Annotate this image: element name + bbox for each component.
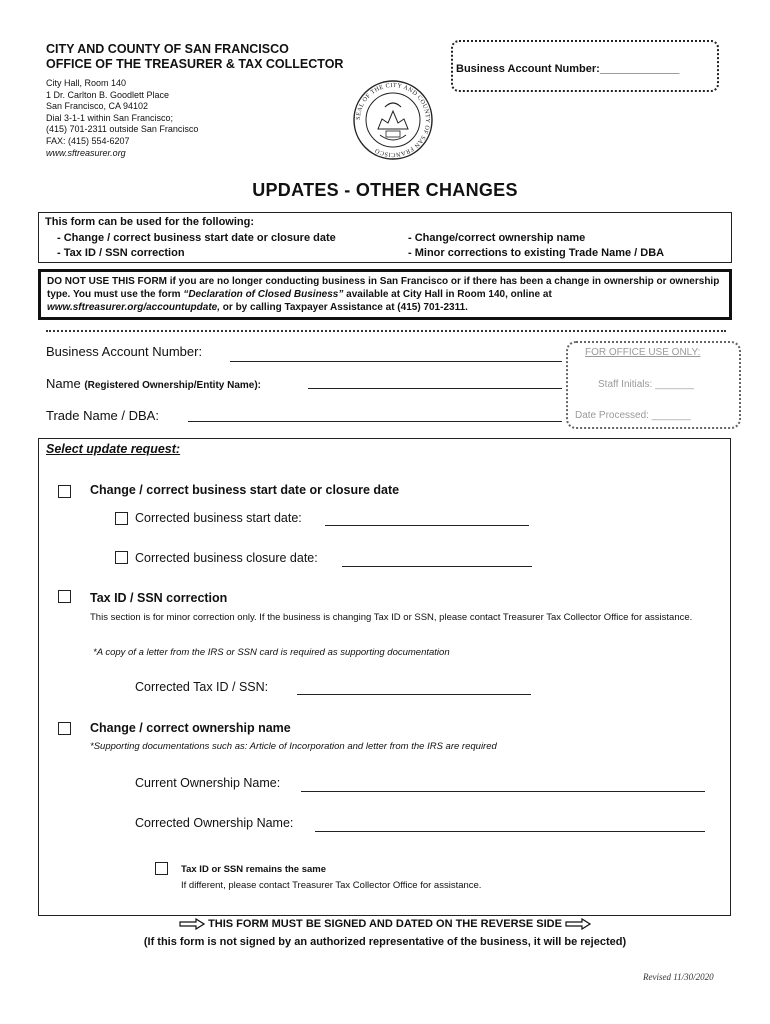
start-date-label: Corrected business start date: (135, 511, 302, 525)
signature-notice (0, 918, 770, 930)
address-line: FAX: (415) 554-6207 (46, 135, 130, 146)
update-request-box (38, 438, 731, 916)
warning-text: or by calling Taxpayer Assistance at (415) 701-2311. (220, 302, 468, 313)
address-line: City Hall, Room 140 (46, 78, 127, 88)
address-line: (415) 701-2311 outside San Francisco (46, 124, 199, 135)
account-number-field-label: Business Account Number: (46, 344, 203, 359)
taxid-same-label: Tax ID or SSN remains the same (181, 864, 327, 875)
corrected-ownership-field[interactable] (315, 831, 705, 832)
city-seal-icon (352, 79, 434, 161)
name-field-label (46, 376, 261, 391)
warning-text: DO NOT USE THIS FORM if you are no longer conducting business in San Francisco or if there has been a change in ownership or ownership type. You must use the form (47, 276, 720, 300)
account-update-link[interactable]: www.sftreasurer.org/accountupdate, (47, 302, 221, 313)
taxid-checkbox[interactable] (58, 590, 71, 603)
account-number-box (451, 40, 719, 92)
office-address (46, 78, 198, 159)
form-use-item: - Change / correct business start date or closure date (57, 232, 336, 244)
ownership-note-text: *Supporting documentations such as: Article of Incorporation and letter from the IRS are required (90, 741, 497, 752)
form-uses-box (38, 212, 732, 263)
corrected-taxid-label: Corrected Tax ID / SSN: (135, 680, 269, 694)
taxid-doc-note (93, 644, 450, 661)
seal-text: SEAL OF THE CITY AND COUNTY OF SAN FRANCISCO (354, 81, 432, 159)
date-processed-field[interactable]: Date Processed: _______ (575, 410, 691, 421)
arrow-right-icon (179, 918, 205, 930)
form-use-item: - Minor corrections to existing Trade Name / DBA (408, 247, 665, 259)
dba-field[interactable] (188, 421, 562, 422)
name-label: Name (46, 376, 81, 391)
taxid-doc-note-text: *A copy of a letter from the IRS or SSN card is required as supporting documentation (93, 647, 450, 658)
form-use-item: - Change/correct ownership name (408, 232, 586, 244)
ownership-checkbox[interactable] (58, 722, 71, 735)
website-link[interactable]: www.sftreasurer.org (46, 147, 126, 158)
signature-notice-text: THIS FORM MUST BE SIGNED AND DATED ON THE REVERSE SIDE (208, 918, 562, 930)
office-use-title: FOR OFFICE USE ONLY: (585, 347, 701, 358)
form-uses-intro: This form can be used for the following: (45, 216, 255, 228)
address-line: Dial 3-1-1 within San Francisco; (46, 112, 174, 123)
taxid-same-note: If different, please contact Treasurer Tax Collector Office for assistance. (181, 880, 482, 891)
arrow-right-icon (565, 918, 591, 930)
corrected-taxid-field[interactable] (297, 694, 531, 695)
taxid-label: Tax ID / SSN correction (90, 591, 228, 605)
staff-initials-field[interactable]: Staff Initials: _______ (598, 379, 694, 390)
current-ownership-label: Current Ownership Name: (135, 776, 281, 790)
revision-date: Revised 11/30/2020 (643, 972, 714, 982)
taxid-same-checkbox[interactable] (155, 862, 168, 875)
start-date-checkbox[interactable] (115, 512, 128, 525)
office-use-box (566, 341, 741, 429)
start-close-label: Change / correct business start date or closure date (90, 483, 400, 497)
closure-date-field[interactable] (342, 566, 532, 567)
closure-date-label: Corrected business closure date: (135, 551, 318, 565)
name-sublabel: (Registered Ownership/Entity Name): (84, 380, 262, 391)
address-line: 1 Dr. Carlton B. Goodlett Place (46, 89, 170, 100)
corrected-ownership-label: Corrected Ownership Name: (135, 816, 294, 830)
account-number-field[interactable] (230, 361, 562, 362)
form-use-item: - Tax ID / SSN correction (57, 247, 185, 259)
account-number-label[interactable]: Business Account Number:_____________ (456, 63, 680, 75)
closure-date-checkbox[interactable] (115, 551, 128, 564)
ownership-note (90, 738, 497, 755)
page-title: UPDATES - OTHER CHANGES (252, 180, 518, 200)
org-name (46, 42, 343, 72)
address-line: San Francisco, CA 94102 (46, 101, 149, 112)
warning-text: available at City Hall in Room 140, online at (343, 289, 552, 300)
rejection-notice: (If this form is not signed by an authorized representative of the business, it will be rejected) (143, 936, 627, 948)
select-update-heading: Select update request: (46, 442, 181, 456)
org-line-1: CITY AND COUNTY OF SAN FRANCISCO (46, 42, 289, 56)
dba-field-label: Trade Name / DBA: (46, 408, 159, 423)
start-close-checkbox[interactable] (58, 485, 71, 498)
start-date-field[interactable] (325, 525, 529, 526)
dotted-divider (46, 330, 726, 332)
name-field[interactable] (308, 388, 562, 389)
org-line-2: OFFICE OF THE TREASURER & TAX COLLECTOR (46, 57, 344, 71)
current-ownership-field[interactable] (301, 791, 705, 792)
closed-business-form-name: “Declaration of Closed Business” (183, 289, 344, 300)
ownership-label: Change / correct ownership name (90, 721, 291, 735)
taxid-note: This section is for minor correction only. If the business is changing Tax ID or SSN, please contact Treasurer Tax Collector Office for assistance. (90, 612, 693, 623)
warning-notice (38, 269, 732, 320)
